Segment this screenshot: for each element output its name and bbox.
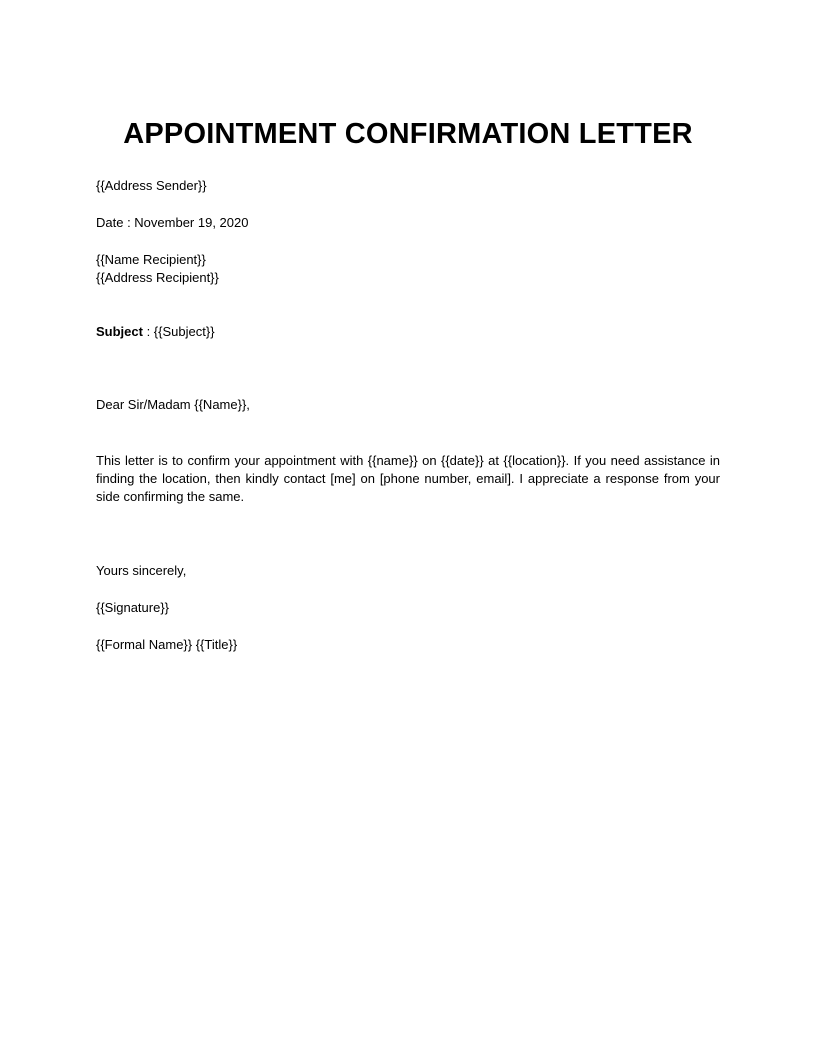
signature-placeholder: {{Signature}} [96, 600, 170, 615]
body-paragraph: This letter is to confirm your appointment with {{name}} on {{date}} at {{location}}. If you need assistance in finding the location, then kindly contact [me] on [phone number, email]. I appreciate a response from your side confirming the same. [96, 453, 720, 505]
recipient-address: {{Address Recipient}} [96, 270, 219, 285]
formal-name-title: {{Formal Name}} {{Title}} [96, 637, 238, 652]
recipient-name: {{Name Recipient}} [96, 252, 206, 267]
salutation: Dear Sir/Madam {{Name}}, [96, 397, 250, 412]
date-line: Date : November 19, 2020 [96, 215, 249, 230]
subject-value: : {{Subject}} [142, 324, 215, 339]
sender-address: {{Address Sender}} [96, 178, 207, 193]
subject-line [96, 323, 215, 341]
subject-label: Subject [96, 324, 143, 339]
letter-title: APPOINTMENT CONFIRMATION LETTER [123, 118, 693, 150]
closing: Yours sincerely, [96, 563, 187, 578]
